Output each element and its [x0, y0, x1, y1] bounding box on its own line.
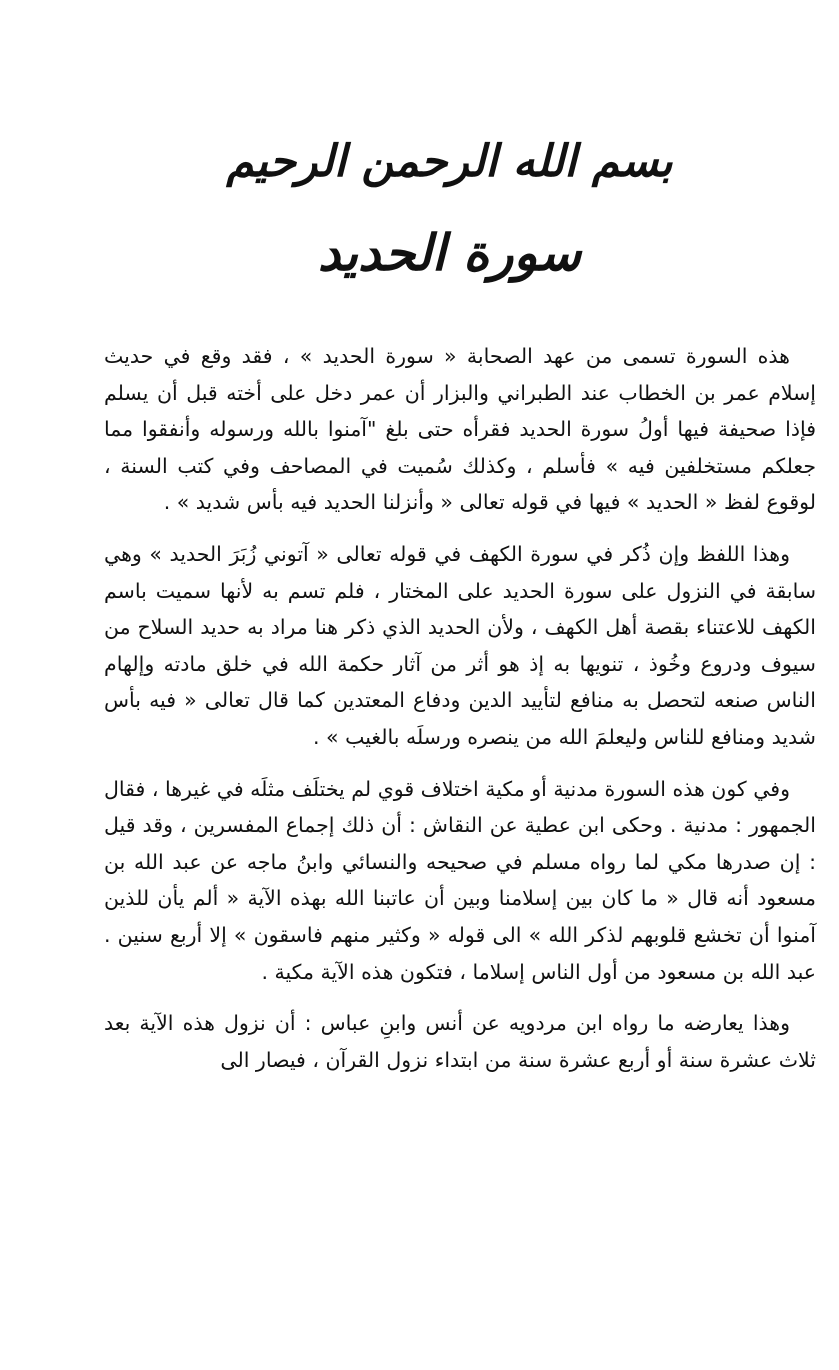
paragraph-text: هذه السورة تسمى من عهد الصحابة « سورة الحديد » ، فقد وقع في حديث إسلام عمر بن الخطاب عند الطبراني والبزار أن عمر دخل على أخته قبل أن يسلم فإذا صحيفة فيها أولُ سورة الحديد فقرأه حتى بلغ "آمنوا بالله ورسوله وأنفقوا مما جعلكم مستخلفين فيه » فأسلم ، وكذلك سُميت في المصاحف وفي كتب السنة ، لوقوع لفظ « الحديد » فيها في قوله تعالى « وأنزلنا الحديد فيه بأس شديد » . — [104, 344, 816, 515]
paragraph-text: وهذا يعارضه ما رواه ابن مردويه عن أنس وابنِ عباس : أن نزول هذه الآية بعد ثلاث عشرة سنة أو أربع عشرة سنة من ابتداء نزول القرآن ، فيصار الى — [104, 1011, 816, 1072]
body-text — [104, 338, 816, 1078]
paragraph-2 — [104, 536, 816, 756]
paragraph-3 — [104, 771, 816, 991]
paragraph-text: وهذا اللفظ وإن ذُكر في سورة الكهف في قوله تعالى « آتوني زُبَرَ الحديد » وهي سابقة في النزول على سورة الحديد على المختار ، فلم تسم به لأنها سميت باسم الكهف للاعتناء بقصة أهل الكهف ، ولأن الحديد الذي ذكر هنا مراد به حديد السلاح من سيوف ودروع وخُوذ ، تنويها به إذ هو أثر من آثار حكمة الله في خلق مادته وإلهام الناس صنعه لتحصل به منافع لتأييد الدين ودفاع المعتدين كما قال تعالى « فيه بأس شديد ومنافع للناس وليعلمَ الله من ينصره ورسلَه بالغيب » . — [104, 541, 816, 749]
basmala-heading: بسم الله الرحمن الرحيم — [226, 136, 673, 187]
paragraph-1 — [104, 338, 816, 521]
paragraph-4 — [104, 1005, 816, 1078]
surah-title: سورة الحديد — [317, 223, 582, 282]
paragraph-text: وفي كون هذه السورة مدنية أو مكية اختلاف قوي لم يختلَف مثلَه في غيرها ، فقال الجمهور : مدنية . وحكى ابن عطية عن النقاش : أن ذلك إجماع المفسرين ، وقد قيل : إن صدرها مكي لما رواه مسلم في صحيحه والنسائي وابنُ ماجه عن عبد الله بن مسعود أنه قال « ما كان بين إسلامنا وبين أن عاتبنا الله بهذه الآية « ألم يأن للذين آمنوا أن تخشع قلوبهم لذكر الله » الى قوله « وكثير منهم فاسقون » إلا أربع سنين . عبد الله بن مسعود من أول الناس إسلاما ، فتكون هذه الآية مكية . — [104, 776, 816, 984]
